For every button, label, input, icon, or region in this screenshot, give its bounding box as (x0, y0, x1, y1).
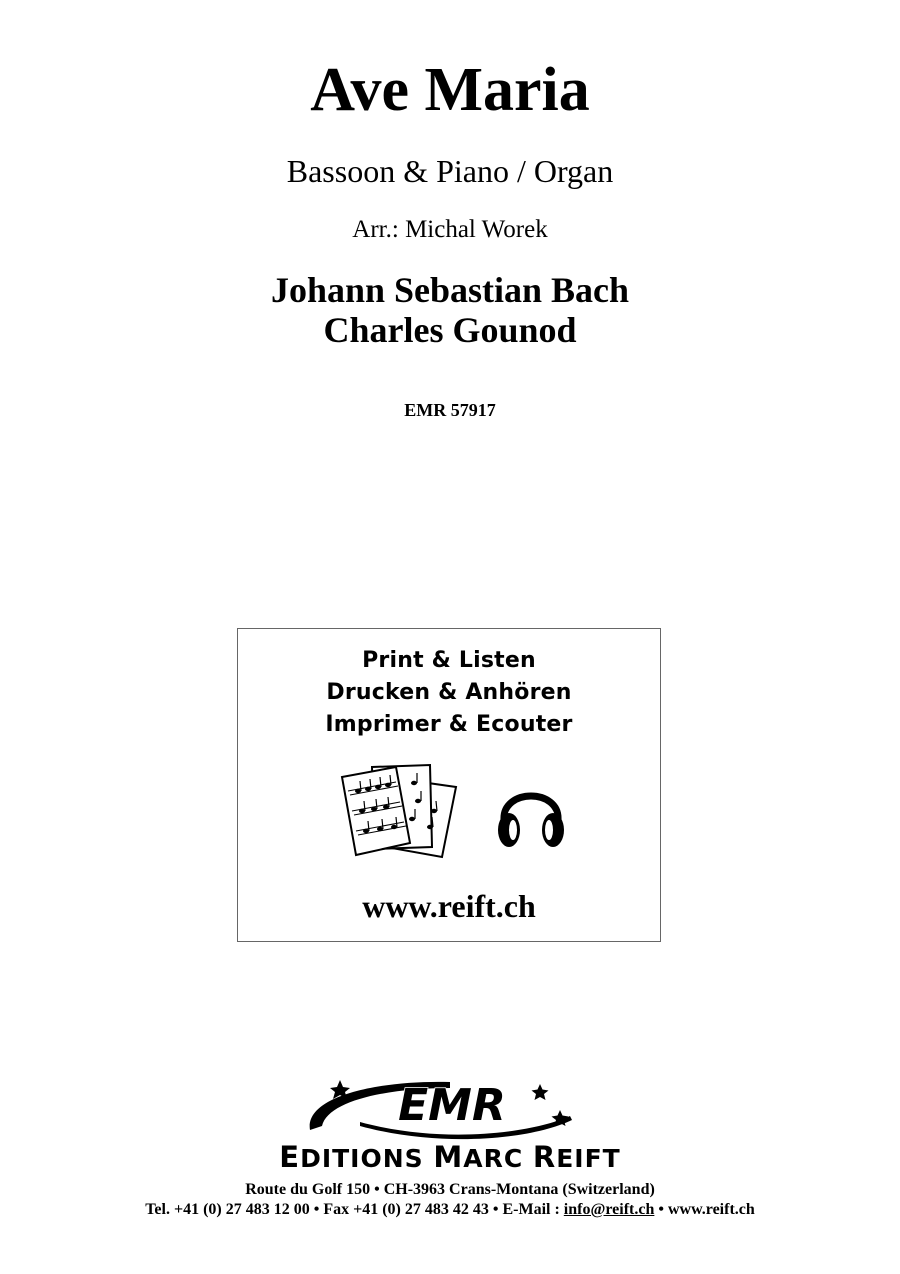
print-listen-box (237, 628, 661, 942)
promo-line-fr: Imprimer & Ecouter (325, 712, 573, 737)
publisher-name-part: EIFT (556, 1144, 621, 1173)
promo-line-de: Drucken & Anhören (326, 680, 572, 705)
arranger: Arr.: Michal Worek (352, 216, 548, 243)
publisher-name-part: M (433, 1140, 464, 1174)
publisher-name (0, 1142, 900, 1174)
composer-bach: Johann Sebastian Bach (270, 270, 630, 310)
promo-line-en: Print & Listen (362, 648, 536, 673)
publisher-name-part: R (532, 1140, 557, 1174)
catalog-number: EMR 57917 (404, 400, 496, 420)
sheet-music-icon (338, 761, 468, 861)
promo-text (238, 645, 660, 741)
contact-phone-fax: Tel. +41 (0) 27 483 12 00 • Fax +41 (0) 27 483 42 43 • E-Mail : (145, 1201, 564, 1218)
publisher-name-part: ARC (463, 1144, 533, 1173)
emr-logo-text: EMR (398, 1080, 506, 1131)
emr-logo (300, 1072, 600, 1144)
contact-website: • www.reift.ch (654, 1201, 755, 1218)
headphones-icon (496, 774, 566, 852)
publisher-name-part: E (279, 1140, 301, 1174)
publisher-name-part: DITIONS (300, 1144, 434, 1173)
piece-title: Ave Maria (310, 56, 590, 124)
publisher-contact (0, 1200, 900, 1220)
email-link[interactable]: info@reift.ch (563, 1201, 655, 1218)
promo-website: www.reift.ch (362, 888, 536, 924)
publisher-address: Route du Golf 150 • CH-3963 Crans-Montana (Switzerland) (245, 1181, 655, 1198)
instrumentation: Bassoon & Piano / Organ (286, 153, 614, 189)
composers (0, 270, 900, 350)
composer-gounod: Charles Gounod (323, 310, 577, 350)
